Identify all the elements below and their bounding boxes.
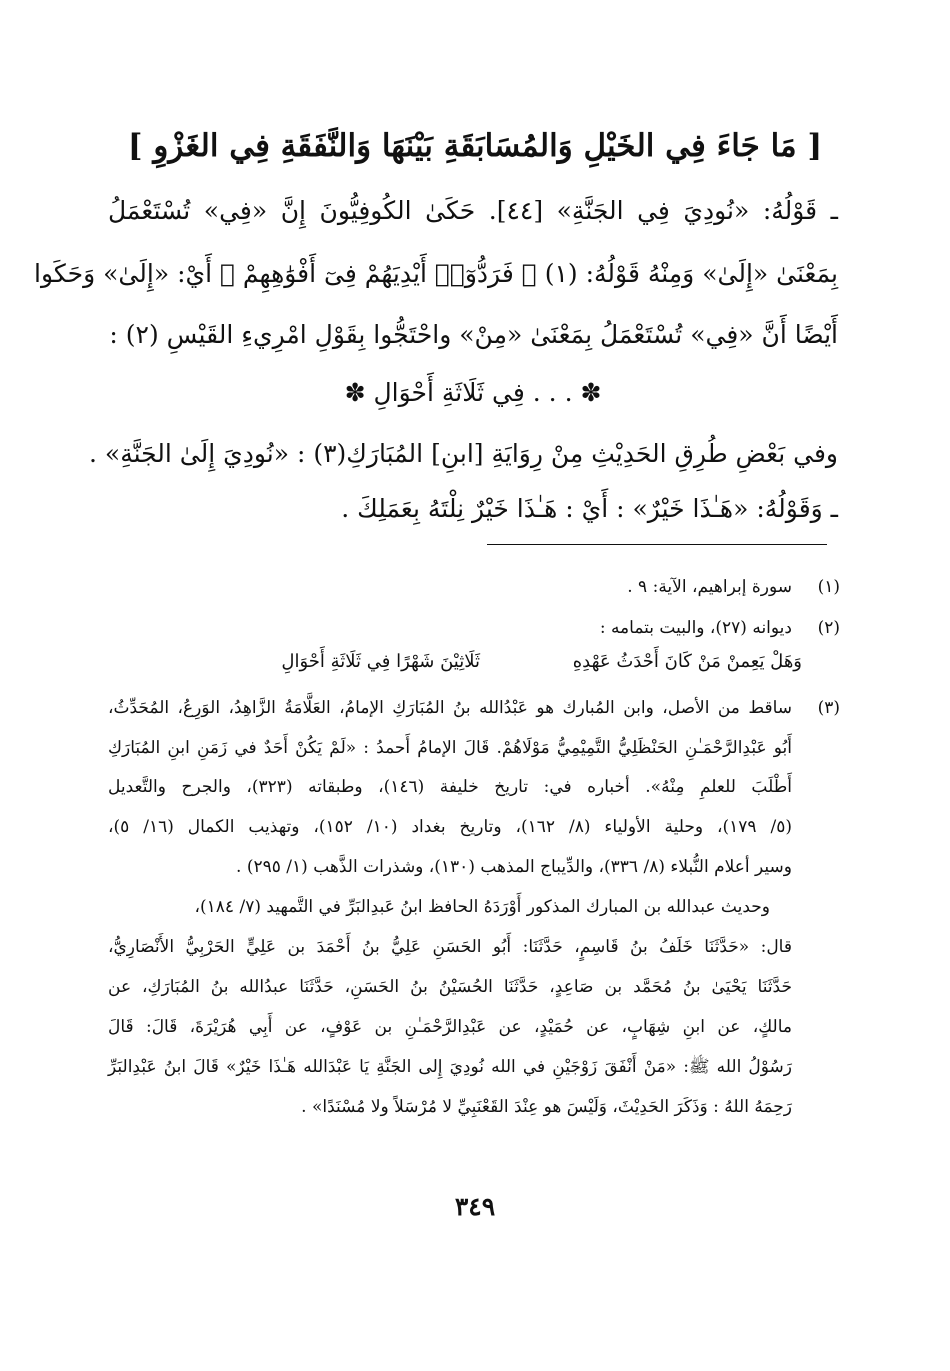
footnote-3 (108, 697, 840, 721)
footnote-number: (١) (817, 577, 840, 597)
section-title: [ مَا جَاءَ فِي الخَيْلِ وَالمُسَابَقَةِ بَيْنَهَا وَالنَّفَقَةِ فِي الغَزْوِ ] (127, 128, 823, 164)
main-text-line: ـ قَوْلُهُ: «نُودِيَ فِي الجَنَّةِ» [٤٤]. حَكَىٰ الكُوفِيُّونَ إِنَّ «فِي» تُسْتَعْمَلُ (108, 196, 838, 225)
footnote-text-line: رَسُوْلُ الله ﷺ: «مَنْ أَنْفَقَ زَوْجَيْنِ في الله نُودِيَ إِلى الجَنَّةِ يَا عَبْدَالله هَـٰذَا خَيْرٌ» قَالَ ابنُ عَبْدِالبَرِّ (108, 1057, 792, 1077)
footnote-2 (108, 617, 840, 641)
footnote-text-line: أَبُو عَبْدِالرَّحْمَـٰنِ الحَنْظَلِيُّ التَّمِيْمِيُّ مَوْلَاهُمْ. قَالَ الإمامُ أَحمدُ : «لَمْ يَكُنْ أَحَدٌ في زَمَنِ ابنِ المُبَارَكِ (108, 738, 792, 758)
main-text-line: ـ وَقَوْلُهُ: «هَـٰذَا خَيْرٌ» : أَيْ : هَـٰذَا خَيْرٌ نِلْتَهُ بِعَمَلِكَ . (341, 494, 838, 523)
footnote-divider (487, 544, 827, 545)
main-text-line: بِمَعْنَىٰ «إِلَىٰ» وَمِنْهُ قَوْلُهُ: (١) ﴿ فَرَدُّوٓا۟ أَيْدِيَهُمْ فِىٓ أَفْوَٰهِهِمْ ﴾ أَيْ: «إِلَىٰ» وَحَكَوا (34, 259, 838, 288)
footnote-3-line (108, 1016, 840, 1040)
footnote-text-line: ساقط من الأصل، وابن المُبارك هو عَبْدُالله بنُ المُبَارَكِ الإمامُ، العَلَّامَةُ الزَّاهِدُ، الوَرِعُ، المُحَدِّثُ، (108, 698, 792, 718)
footnote-text-line: وسير أعلام النُّبلاء (٨/ ٣٣٦)، والدِّيباج المذهب (١٣٠)، وشذرات الذَّهب (١/ ٢٩٥) . (236, 857, 792, 877)
footnote-3-line (108, 976, 840, 1000)
verse-first-hemistich: وَهَلْ يَعِمنْ مَنْ كَانَ أَحْدَثُ عَهْدِهِ (572, 651, 802, 672)
verse-fragment: ✽ . . . فِي ثَلَاثَةِ أَحْوَالِ ✽ (344, 378, 602, 407)
footnote-text-line: قال: «حَدَّثَنَا خَلَفُ بنُ قَاسِمٍ، حَدَّثَنَا: أَبُو الحَسَنِ عَلِيُّ بنُ أَحْمَدَ بن عَلِيٍّ الحَرْبِيُّ الأَنْصَارِيُّ، (108, 937, 792, 957)
footnote-1 (108, 576, 840, 600)
footnote-text-line: رَحِمَهُ اللهُ : وَذَكَرَ الحَدِيْثَ، وَلَيْسَ هو عِنْدَ القَعْنَبِيِّ لا مُرْسَلاً ولا مُسْنَدًا» . (301, 1097, 792, 1117)
footnote-text: ديوانه (٢٧)، والبيت بتمامه : (599, 618, 792, 638)
footnote-number: (٣) (817, 698, 840, 718)
footnote-3-line (108, 896, 840, 920)
footnote-3-line (108, 816, 840, 840)
footnote-3-line (108, 856, 840, 880)
footnote-3-line (108, 737, 840, 761)
footnote-text-line: مالكٍ، عن ابنِ شِهَابٍ، عن حُمَيْدٍ، عن عَبْدِالرَّحْمَـٰنِ بن عَوْفٍ، عن أَبِي هُرَيْرَةَ، قَالَ: قَالَ (108, 1017, 792, 1037)
footnote-3-line (108, 776, 840, 800)
footnote-text-line: حَدَّثَنَا يَحْيَىٰ بنُ مُحَمَّد بن صَاعِدٍ، حَدَّثَنَا الحُسَيْنُ بنُ الحَسَنِ، حَدَّثَنَا عبدُالله بنُ المُبَارَكِ، عن (108, 977, 792, 997)
main-text-line: أَيْضًا أَنَّ «فِي» تُسْتَعْمَلُ بِمَعْنَىٰ «مِنْ» واحْتَجُّوا بِقَوْلِ امْرِيءِ القَيْسِ (٢) : (109, 320, 838, 349)
footnote-3-line (108, 1056, 840, 1080)
page-number: ٣٤٩ (454, 1192, 496, 1221)
footnote-text: سورة إبراهيم، الآية: ٩ . (627, 577, 792, 597)
main-text-line: وفي بَعْضِ طُرِقِ الحَدِيْثِ مِنْ رِوَايَةِ [ابنِ] المُبَارَكِ(٣) : «نُودِيَ إِلَىٰ الجَنَّةِ» . (89, 439, 838, 468)
footnote-text-line: أَطْلَبَ للعلمِ مِنْهُ». أخباره في: تاريخ خليفة (١٤٦)، وطبقاته (٣٢٣)، والجرح والتَّعديل (108, 777, 792, 797)
footnote-3-line (108, 936, 840, 960)
footnote-text-line: وحديث عبدالله بن المبارك المذكور أَوْرَدَهُ الحافظ ابنُ عَبدِالبَرِّ في التَّمهيد (٧/ ١٨٤)، (194, 897, 770, 917)
verse-second-hemistich: ثَلَاثِيْنَ شَهْرًا فِي ثَلَاثَةِ أَحْوَالِ (281, 651, 480, 672)
footnote-number: (٢) (817, 618, 840, 638)
footnote-text-line: (٥/ ١٧٩)، وحلية الأولياء (٨/ ١٦٢)، وتاريخ بغداد (١٠/ ١٥٢)، وتهذيب الكمال (١٦/ ٥)، (108, 817, 792, 837)
footnote-3-line (108, 1096, 840, 1120)
